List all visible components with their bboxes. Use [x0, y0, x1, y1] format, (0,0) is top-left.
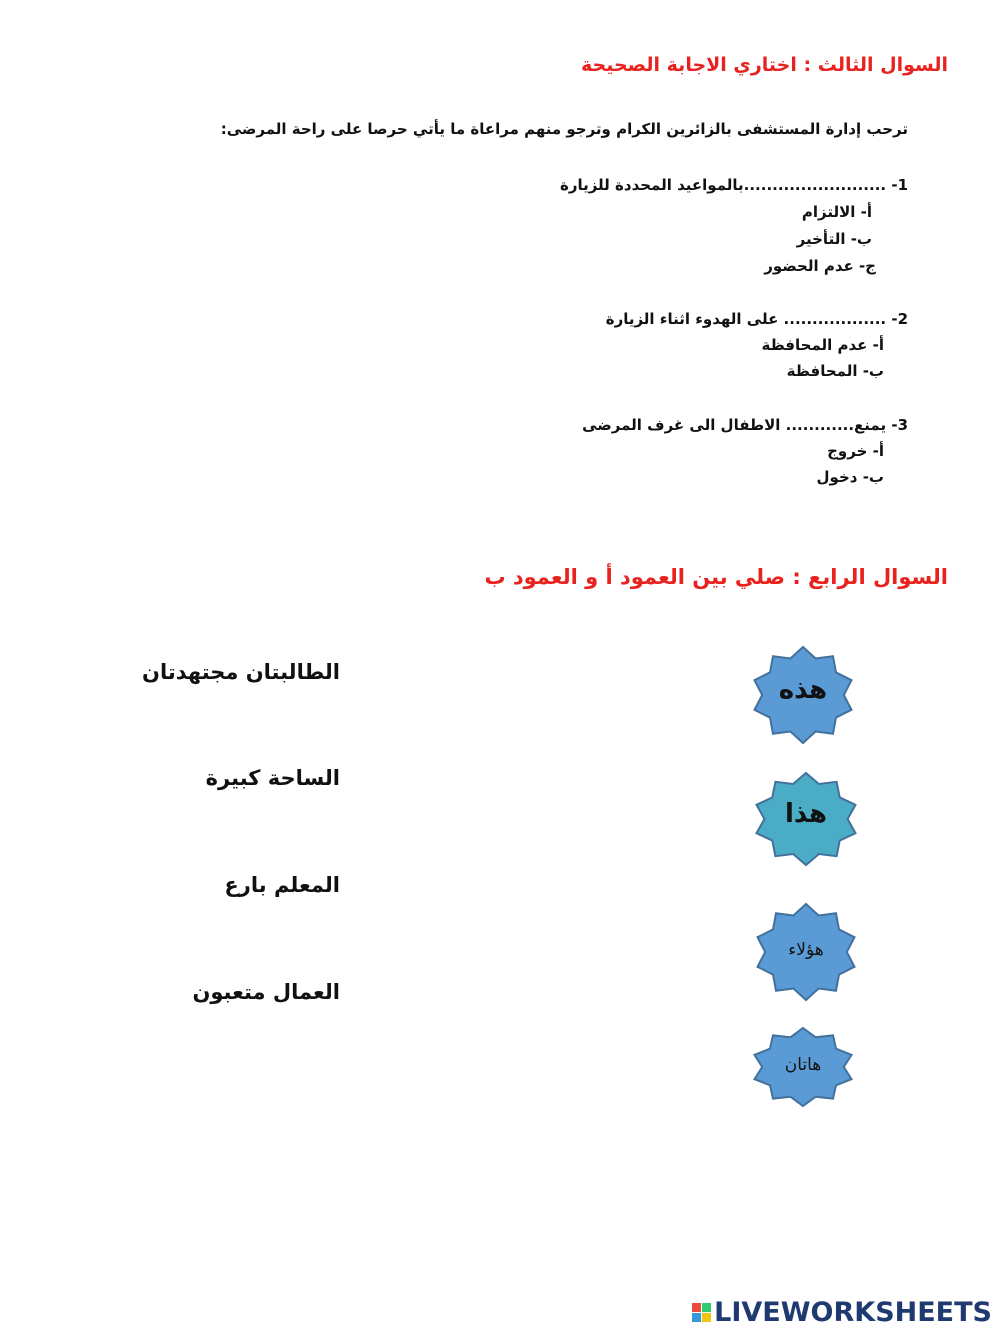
q3-item-3-option-a[interactable]: أ- خروج [827, 442, 884, 460]
column-a-item-2[interactable]: الساحة كبيرة [205, 766, 340, 790]
q3-item-2-option-b[interactable]: ب- المحافظة [786, 362, 884, 380]
column-b-item-1-label: هذه [778, 675, 828, 705]
q3-item-3-stem: 3- يمنع............ الاطفال الى غرف المرضى [582, 416, 908, 434]
q4-title: السوال الرابع : صلي بين العمود أ و العمود ب [484, 565, 948, 589]
logo-blocks-icon [692, 1303, 711, 1322]
q3-item-2-option-a[interactable]: أ- عدم المحافظة [761, 336, 884, 354]
column-b-item-2[interactable] [752, 771, 860, 867]
liveworksheets-logo[interactable] [692, 1298, 992, 1326]
column-b-item-1[interactable] [750, 645, 856, 745]
column-b-item-3[interactable] [753, 902, 859, 1002]
column-b-item-3-label: هؤلاء [788, 940, 824, 960]
column-a-item-3[interactable]: المعلم بارع [224, 873, 340, 897]
column-b-item-4-label: هاتان [784, 1055, 822, 1075]
logo-text: LIVEWORKSHEETS [714, 1296, 992, 1328]
column-a-item-4[interactable]: العمال متعبون [192, 980, 340, 1004]
q3-item-2-stem: 2- .................. على الهدوء اثناء الزيارة [605, 310, 908, 328]
column-a-item-1[interactable]: الطالبتان مجتهدتان [142, 660, 340, 684]
column-b-item-2-label: هذا [785, 799, 827, 829]
q3-item-3-option-b[interactable]: ب- دخول [816, 468, 884, 486]
q3-item-1-option-b[interactable]: ب- التأخير [796, 230, 872, 248]
q3-intro: ترحب إدارة المستشفى بالزائرين الكرام وترجو منهم مراعاة ما يأتي حرصا على راحة المرضى: [220, 120, 908, 138]
q3-item-1-option-c[interactable]: ج- عدم الحضور [764, 257, 876, 275]
q3-title: السوال الثالث : اختاري الاجابة الصحيحة [581, 54, 948, 76]
q3-item-1-option-a[interactable]: أ- الالتزام [801, 203, 872, 221]
column-b-item-4[interactable] [750, 1026, 856, 1108]
q3-item-1-stem: 1- .........................بالمواعيد المحددة للزيارة [559, 176, 908, 194]
